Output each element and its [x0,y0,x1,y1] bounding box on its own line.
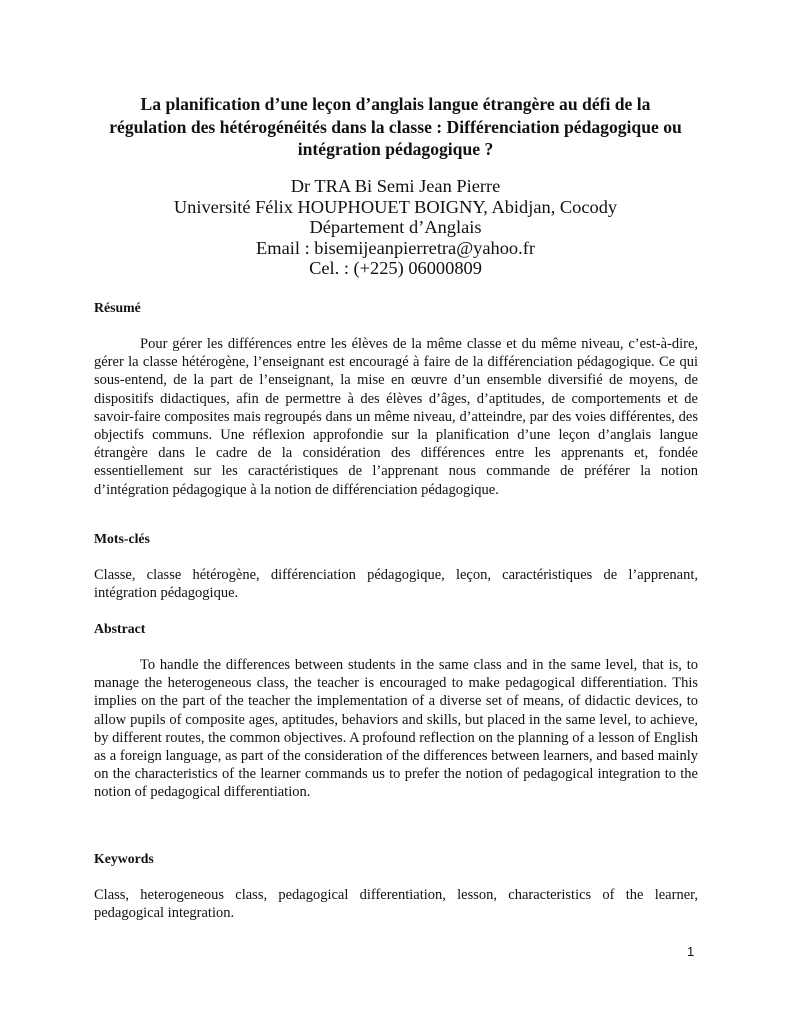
abstract-paragraph: To handle the differences between students in the same class and in the same level, that is, to manage the heterogeneous class, the teacher is encouraged to make pedagogical differentiation. This implies on the part of the teacher the implementation of a diverse set of means, of didactic devices, to allow pupils of composite ages, aptitudes, behaviors and skills, but placed in the same level, to achieve, by different routes, the common objectives. A profound reflection on the planning of a lesson of English as a foreign language, as part of the consideration of the differences between learners, and based mainly on the characteristics of the learner commands us to prefer the notion of pedagogical integration to the notion of pedagogical differentiation. [94,657,698,801]
resume-paragraph: Pour gérer les différences entre les élèves de la même classe et du même niveau, c’est-à-dire, gérer la classe hétérogène, l’enseignant est encouragé à faire de la différenciation pédagogique. Ce qui sous-entend, de la part de l’enseignant, la mise en œuvre d’un ensemble diversifié de moyens, de dispositifs didactiques, afin de permettre à des élèves d’âges, d’aptitudes, de comportements et de savoir-faire composites mais regroupés dans un même niveau, d’atteindre, par des voies différentes, des objectifs communs. Une réflexion approfondie sur la planification d’une leçon d’anglais langue étrangère dans le cadre de la considération des différences entre les apprenants et, fondée essentiellement sur les caractéristiques de l’apprenant nous commande de préférer la notion d’intégration pédagogique à la notion de différenciation pédagogique. [94,336,698,498]
author-email: Email : bisemijeanpierretra@yahoo.fr [256,237,535,258]
resume-heading: Résumé [94,300,141,315]
author-university: Université Félix HOUPHOUET BOIGNY, Abidjan, Cocody [173,196,618,217]
mots-cles-heading: Mots-clés [94,531,150,546]
title-line-1: La planification d’une leçon d’anglais langue étrangère au défi de la [140,94,651,114]
author-block [80,176,711,279]
paper-title [80,93,711,161]
abstract-heading: Abstract [94,621,146,636]
mots-cles-paragraph: Classe, classe hétérogène, différenciation pédagogique, leçon, caractéristiques de l’apprenant, intégration pédagogique. [94,567,698,602]
author-name: Dr TRA Bi Semi Jean Pierre [290,176,501,196]
keywords-heading: Keywords [94,851,154,866]
keywords-paragraph: Class, heterogeneous class, pedagogical differentiation, lesson, characteristics of the learner, pedagogical integration. [94,887,698,922]
author-phone: Cel. : (+225) 06000809 [309,258,482,279]
author-department: Département d’Anglais [309,217,482,238]
title-line-3: intégration pédagogique ? [297,139,494,159]
title-line-2: régulation des hétérogénéités dans la classe : Différenciation pédagogique ou [109,116,682,137]
page-number: 1 [687,944,695,959]
